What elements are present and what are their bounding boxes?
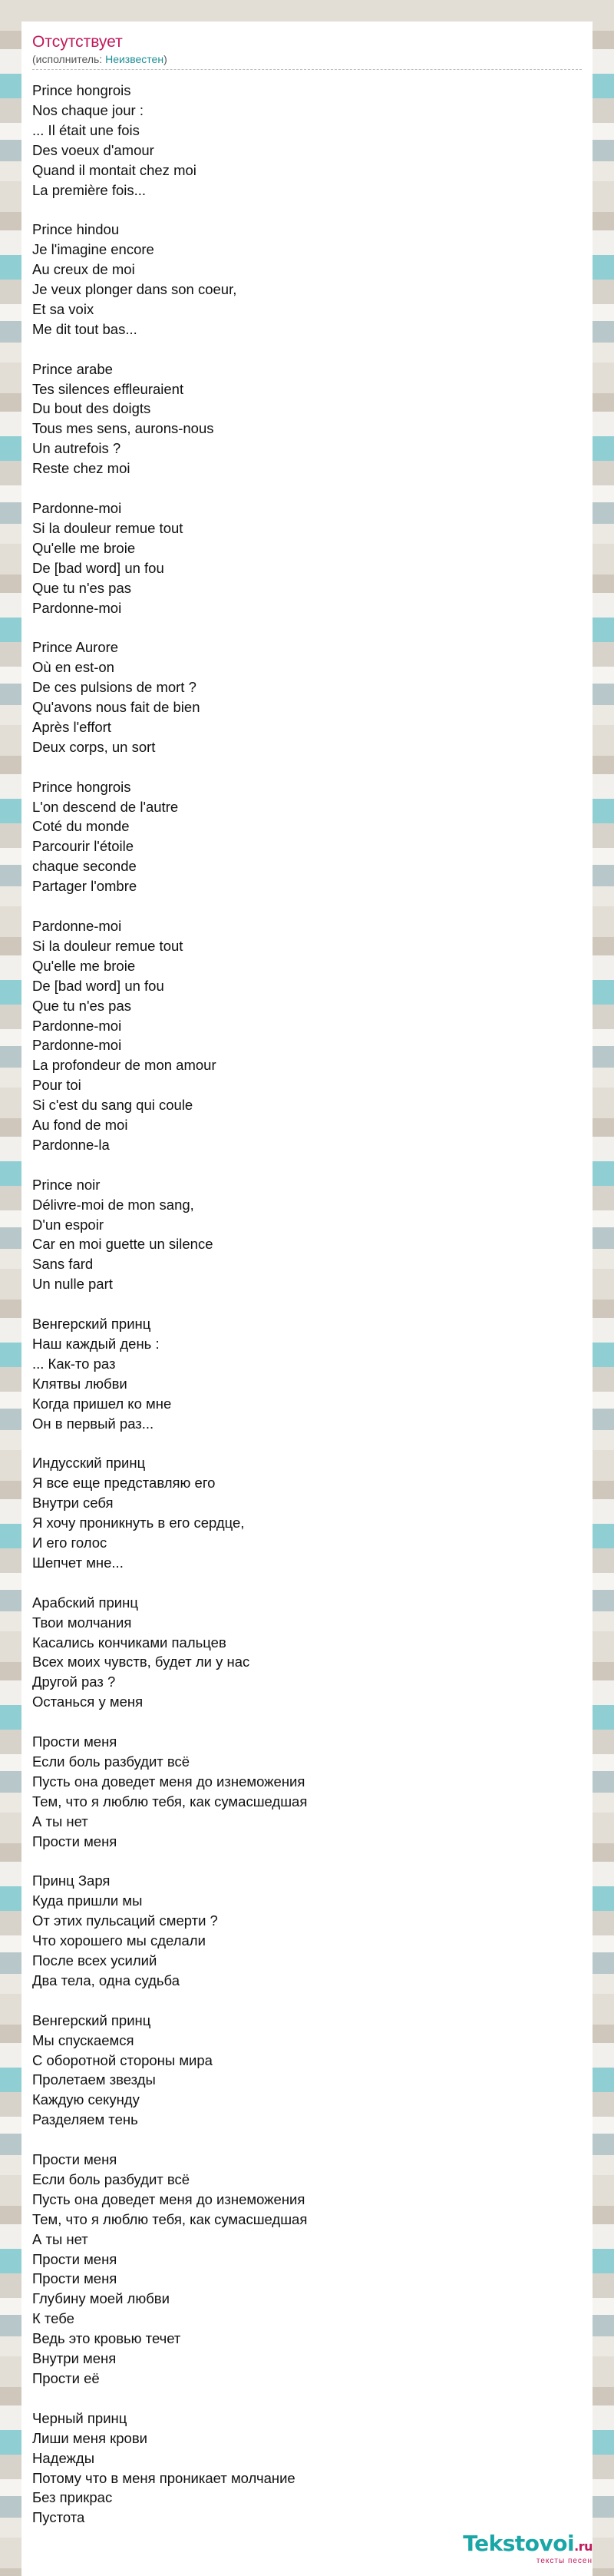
lyric-line: Пусть она доведет меня до изнеможения xyxy=(32,1773,305,1790)
lyric-line: ... Как-то раз xyxy=(32,1355,116,1372)
lyric-line: Au fond de moi xyxy=(32,1117,128,1134)
lyric-line: Pardonne-moi xyxy=(32,1037,122,1054)
lyric-line: Où en est-on xyxy=(32,659,114,676)
lyric-line: Если боль разбудит всё xyxy=(32,2170,190,2187)
lyric-line: А ты нет xyxy=(32,2230,88,2247)
lyric-line: Когда пришел ко мне xyxy=(32,1395,172,1412)
lyric-line: Reste chez moi xyxy=(32,460,130,477)
artist-suffix: ) xyxy=(163,53,167,65)
lyric-line: Лиши меня крови xyxy=(32,2429,148,2446)
artist-credit xyxy=(32,52,582,70)
lyric-line: Прости меня xyxy=(32,1833,117,1849)
lyric-line: Qu'avons nous fait de bien xyxy=(32,699,200,716)
lyric-line: Me dit tout bas... xyxy=(32,320,137,337)
lyric-line: Останься у меня xyxy=(32,1694,144,1710)
lyric-line: Разделяем тень xyxy=(32,2111,138,2128)
logo-wordmark xyxy=(463,2532,593,2558)
lyric-line: Всех моих чувств, будет ли у нас xyxy=(32,1654,250,1670)
lyric-line: Венгерский принц xyxy=(32,2011,151,2028)
lyric-line: De ces pulsions de mort ? xyxy=(32,679,196,696)
lyric-line: Я все еще представляю его xyxy=(32,1475,216,1492)
logo-name: Tekstovoi xyxy=(463,2531,575,2556)
lyric-line: Prince noir xyxy=(32,1176,101,1193)
lyric-line: Если боль разбудит всё xyxy=(32,1753,190,1770)
lyric-line: Другой раз ? xyxy=(32,1674,116,1690)
lyric-line: Pardonne-moi xyxy=(32,499,122,516)
lyric-line: Глубину моей любви xyxy=(32,2290,170,2307)
lyric-line: От этих пульсаций смерти ? xyxy=(32,1912,218,1929)
lyric-line: Клятвы любви xyxy=(32,1375,127,1392)
lyric-line: Après l'effort xyxy=(32,718,111,735)
lyric-line: La profondeur de mon amour xyxy=(32,1057,216,1074)
lyric-line: Car en moi guette un silence xyxy=(32,1236,213,1253)
lyrics-stanza xyxy=(32,498,582,618)
lyrics-stanza xyxy=(32,1453,582,1572)
artist-link[interactable]: Неизвестен xyxy=(105,53,164,65)
lyric-line: Пролетаем звезды xyxy=(32,2071,156,2088)
lyric-line: Prince hindou xyxy=(32,221,120,238)
lyric-line: Si la douleur remue tout xyxy=(32,519,183,536)
lyric-line: Тем, что я люблю тебя, как сумасшедшая xyxy=(32,1793,308,1809)
lyric-line: Венгерский принц xyxy=(32,1316,151,1333)
lyric-line: De [bad word] un fou xyxy=(32,977,164,994)
lyric-line: Je l'imagine encore xyxy=(32,241,154,258)
lyric-line: Прости меня xyxy=(32,1733,117,1750)
lyric-line: Pardonne-moi xyxy=(32,599,122,616)
lyrics-stanza xyxy=(32,2150,582,2389)
lyric-line: D'un espoir xyxy=(32,1216,104,1233)
lyric-line: Каждую секунду xyxy=(32,2091,140,2108)
lyric-line: Пустота xyxy=(32,2509,85,2526)
lyric-line: Si la douleur remue tout xyxy=(32,937,183,954)
lyrics-stanza xyxy=(32,1593,582,1712)
lyric-line: Prince hongrois xyxy=(32,778,131,795)
lyric-line: Pardonne-moi xyxy=(32,917,122,934)
lyrics-stanza xyxy=(32,777,582,896)
lyric-line: Внутри меня xyxy=(32,2350,117,2367)
lyric-line: Partager l'ombre xyxy=(32,878,137,895)
lyric-line: Твои молчания xyxy=(32,1614,132,1631)
lyric-line: Qu'elle me broie xyxy=(32,539,136,556)
lyric-line: Надежды xyxy=(32,2449,94,2466)
lyric-line: Внутри себя xyxy=(32,1495,114,1511)
lyric-line: А ты нет xyxy=(32,1813,88,1829)
lyrics-stanza xyxy=(32,1871,582,1990)
lyric-line: Un nulle part xyxy=(32,1276,113,1293)
lyric-line: De [bad word] un fou xyxy=(32,559,164,576)
lyric-line: Что хорошего мы сделали xyxy=(32,1932,206,1949)
lyric-line: Прости её xyxy=(32,2370,100,2386)
lyric-line: La première fois... xyxy=(32,181,147,198)
lyric-line: С оборотной стороны мира xyxy=(32,2051,213,2068)
lyric-line: Des voeux d'amour xyxy=(32,141,154,158)
lyric-line: Au creux de moi xyxy=(32,261,135,278)
lyric-line: Шепчет мне... xyxy=(32,1554,124,1571)
lyric-line: Прости меня xyxy=(32,2250,117,2267)
lyric-line: Délivre-moi de mon sang, xyxy=(32,1196,194,1213)
lyric-line: Прости меня xyxy=(32,2151,117,2168)
lyrics-stanza xyxy=(32,916,582,1155)
lyric-line: Que tu n'es pas xyxy=(32,579,132,596)
lyrics-body xyxy=(32,81,582,2528)
logo-tld: .ru xyxy=(574,2539,593,2554)
lyric-line: Sans fard xyxy=(32,1256,94,1273)
lyric-line: Касались кончиками пальцев xyxy=(32,1634,226,1651)
song-title: Отсутствует xyxy=(32,33,123,51)
lyrics-page xyxy=(21,22,593,2576)
lyric-line: Et sa voix xyxy=(32,300,94,317)
lyric-line: Черный принц xyxy=(32,2409,127,2426)
lyric-line: Prince hongrois xyxy=(32,82,131,98)
lyric-line: chaque seconde xyxy=(32,858,137,875)
lyric-line: Un autrefois ? xyxy=(32,440,121,457)
lyric-line: Prince Aurore xyxy=(32,639,119,656)
lyric-line: Принц Заря xyxy=(32,1872,111,1889)
lyric-line: Qu'elle me broie xyxy=(32,957,136,974)
lyric-line: Parcourir l'étoile xyxy=(32,838,134,855)
lyric-line: Coté du monde xyxy=(32,818,130,835)
lyric-line: Арабский принц xyxy=(32,1594,138,1611)
lyrics-stanza xyxy=(32,1314,582,1433)
lyric-line: Pour toi xyxy=(32,1077,81,1094)
lyric-line: Тем, что я люблю тебя, как сумасшедшая xyxy=(32,2210,308,2227)
lyrics-stanza xyxy=(32,2011,582,2130)
lyric-line: Потому что в меня проникает молчание xyxy=(32,2469,295,2486)
lyric-line: К тебе xyxy=(32,2310,74,2327)
lyric-line: Pardonne-moi xyxy=(32,1017,122,1034)
lyrics-stanza xyxy=(32,1175,582,1294)
lyric-line: Мы спускаемся xyxy=(32,2031,134,2048)
lyric-line: Куда пришли мы xyxy=(32,1892,143,1909)
lyric-line: Ведь это кровью течет xyxy=(32,2330,181,2347)
lyric-line: Nos chaque jour : xyxy=(32,101,144,118)
lyric-line: Quand il montait chez moi xyxy=(32,161,196,178)
lyric-line: Deux corps, un sort xyxy=(32,738,156,755)
lyrics-stanza xyxy=(32,2409,582,2528)
lyric-line: Tes silences effleuraient xyxy=(32,380,184,397)
lyric-line: Наш каждый день : xyxy=(32,1335,160,1352)
lyric-line: Индусский принц xyxy=(32,1455,146,1472)
lyric-line: Он в первый раз... xyxy=(32,1415,154,1432)
lyric-line: Прости меня xyxy=(32,2270,117,2287)
logo-tagline: тексты песен xyxy=(536,2557,593,2565)
site-logo[interactable] xyxy=(463,2532,593,2565)
lyric-line: Два тела, одна судьба xyxy=(32,1972,180,1988)
lyric-line: Que tu n'es pas xyxy=(32,997,132,1014)
lyrics-stanza xyxy=(32,220,582,339)
lyric-line: Tous mes sens, aurons-nous xyxy=(32,420,214,437)
lyrics-stanza xyxy=(32,359,582,478)
lyric-line: Без прикрас xyxy=(32,2489,113,2506)
lyric-line: ... Il était une fois xyxy=(32,121,140,138)
lyric-line: Du bout des doigts xyxy=(32,400,151,417)
lyric-line: Пусть она доведет меня до изнеможения xyxy=(32,2190,305,2207)
lyric-line: И его голос xyxy=(32,1535,107,1551)
lyric-line: После всех усилий xyxy=(32,1952,157,1968)
lyrics-stanza xyxy=(32,637,582,757)
lyric-line: Je veux plonger dans son coeur, xyxy=(32,281,237,298)
lyrics-stanza xyxy=(32,81,582,200)
lyric-line: Prince arabe xyxy=(32,360,113,377)
lyric-line: Я хочу проникнуть в его сердце, xyxy=(32,1515,245,1531)
lyric-line: L'on descend de l'autre xyxy=(32,798,179,815)
lyric-line: Si c'est du sang qui coule xyxy=(32,1097,193,1114)
lyric-line: Pardonne-la xyxy=(32,1136,110,1153)
artist-prefix: (исполнитель: xyxy=(32,53,106,65)
lyrics-stanza xyxy=(32,1732,582,1851)
